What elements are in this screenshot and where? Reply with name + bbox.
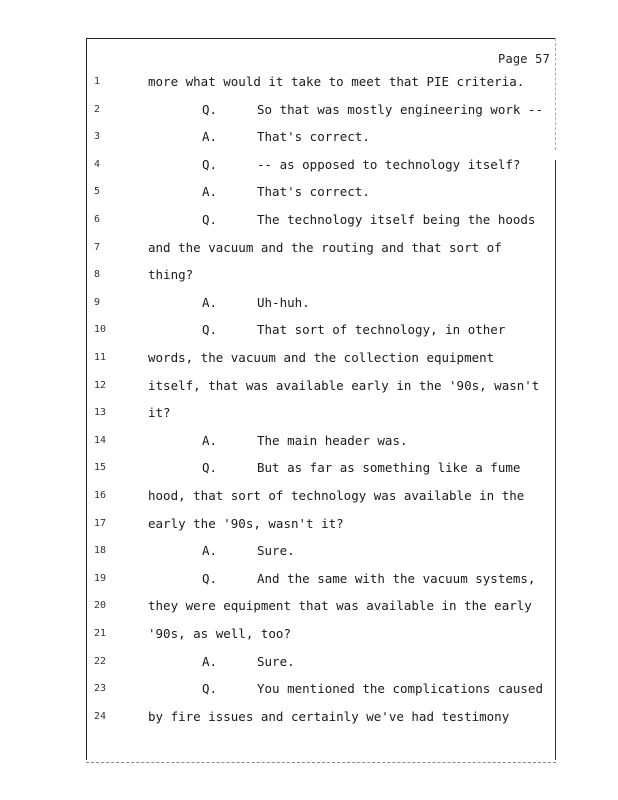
transcript-line <box>0 155 618 175</box>
transcript-line <box>0 458 618 478</box>
line-text: '90s, as well, too? <box>148 626 291 641</box>
transcript-line <box>0 403 618 423</box>
transcript-line <box>0 679 618 699</box>
line-number: 16 <box>94 490 107 501</box>
transcript-line <box>0 486 618 506</box>
line-text: So that was mostly engineering work -- <box>257 101 543 117</box>
transcript-line <box>0 541 618 561</box>
line-text: The main header was. <box>257 432 408 448</box>
line-text: it? <box>148 405 171 421</box>
transcript-line <box>0 376 618 396</box>
line-text: they were equipment that was available in the early <box>148 598 532 614</box>
line-number: 24 <box>94 710 107 722</box>
line-number: 7 <box>94 241 101 253</box>
line-number: 19 <box>94 572 107 584</box>
line-number: 23 <box>94 683 107 695</box>
line-text: Sure. <box>257 543 295 559</box>
line-number: 13 <box>94 407 107 419</box>
line-number: 18 <box>94 545 107 557</box>
line-number: 20 <box>94 600 107 612</box>
line-text: That's correct. <box>257 129 370 145</box>
line-number: 14 <box>94 434 107 446</box>
transcript-line <box>0 72 618 92</box>
transcript-line <box>0 652 618 672</box>
line-number: 4 <box>94 158 101 170</box>
line-number: 8 <box>94 269 101 281</box>
speaker-label: Q. <box>202 101 218 117</box>
line-text: words, the vacuum and the collection equipment <box>148 350 495 365</box>
line-number: 9 <box>94 296 101 308</box>
line-text: That sort of technology, in other <box>257 322 506 338</box>
line-text: by fire issues and certainly we've had testimony <box>148 708 510 724</box>
transcript-line <box>0 293 618 313</box>
speaker-label: Q. <box>202 156 218 172</box>
speaker-label: A. <box>202 653 218 669</box>
line-text: Uh-huh. <box>257 294 310 310</box>
line-number: 5 <box>94 186 101 198</box>
line-number: 2 <box>94 103 101 115</box>
speaker-label: Q. <box>202 322 218 338</box>
transcript-line <box>0 596 618 616</box>
speaker-label: Q. <box>202 460 218 476</box>
line-text: You mentioned the complications caused <box>257 681 543 697</box>
speaker-label: Q. <box>202 212 218 227</box>
speaker-label: A. <box>202 432 218 448</box>
transcript-line <box>0 348 618 368</box>
line-text: more what would it take to meet that PIE criteria. <box>148 74 525 89</box>
transcript-line <box>0 100 618 120</box>
line-number: 17 <box>94 517 107 529</box>
line-text: early the '90s, wasn't it? <box>148 515 344 531</box>
transcript-line <box>0 569 618 589</box>
line-number: 1 <box>94 76 101 87</box>
transcript-line <box>0 514 618 534</box>
transcript-line <box>0 238 618 258</box>
speaker-label: Q. <box>202 681 218 697</box>
line-number: 3 <box>94 131 101 143</box>
line-number: 22 <box>94 655 107 667</box>
line-text: The technology itself being the hoods <box>257 212 536 227</box>
line-number: 21 <box>94 628 107 639</box>
transcript-line <box>0 320 618 340</box>
line-number: 12 <box>94 379 107 391</box>
line-text: And the same with the vacuum systems, <box>257 570 536 586</box>
speaker-label: Q. <box>202 570 218 586</box>
line-text: thing? <box>148 267 194 283</box>
line-text: But as far as something like a fume <box>257 460 521 476</box>
line-text: hood, that sort of technology was available in the <box>148 488 525 503</box>
transcript-line <box>0 182 618 202</box>
transcript-line <box>0 127 618 147</box>
speaker-label: A. <box>202 294 218 310</box>
line-text: itself, that was available early in the '90s, wasn't <box>148 377 540 393</box>
line-text: and the vacuum and the routing and that sort of <box>148 239 502 255</box>
line-text: -- as opposed to technology itself? <box>257 156 521 172</box>
transcript-line <box>0 624 618 644</box>
line-number: 15 <box>94 462 107 474</box>
page-number-label: Page 57 <box>498 52 550 66</box>
transcript-line <box>0 707 618 727</box>
line-number: 6 <box>94 214 101 225</box>
line-number: 10 <box>94 324 107 336</box>
transcript-line <box>0 431 618 451</box>
line-text: That's correct. <box>257 184 370 200</box>
speaker-label: A. <box>202 543 218 559</box>
speaker-label: A. <box>202 129 218 145</box>
line-text: Sure. <box>257 653 295 669</box>
line-number: 11 <box>94 352 107 363</box>
speaker-label: A. <box>202 184 218 200</box>
transcript-line <box>0 265 618 285</box>
transcript-line <box>0 210 618 230</box>
